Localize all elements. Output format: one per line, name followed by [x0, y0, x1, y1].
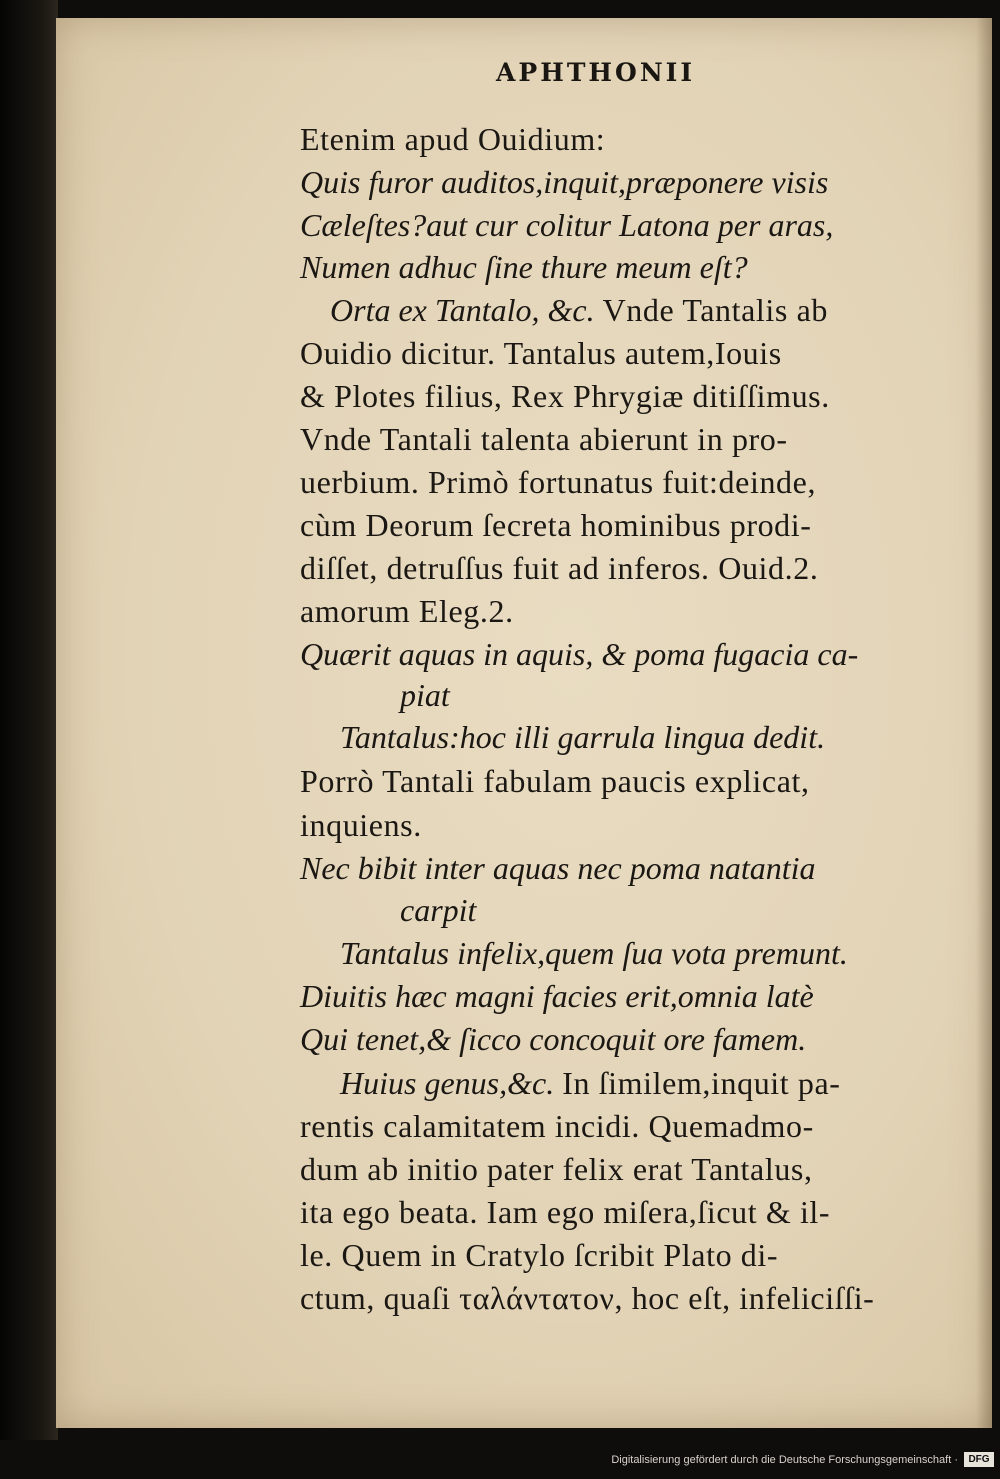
text-line: Tantalus:hoc illi garrula lingua dedit. [340, 719, 826, 755]
text-line: carpit [400, 892, 477, 928]
text-line: Tantalus infelix,quem ſua vota premunt. [340, 935, 848, 971]
book-page [56, 18, 992, 1428]
text-line: Nec bibit inter aquas nec poma natantia [300, 850, 816, 886]
text-line: Porrò Tantali fabulam paucis explicat, [300, 763, 810, 799]
text-line: inquiens. [300, 807, 422, 843]
text-line: piat [400, 677, 450, 713]
text-line: & Plotes filius, Rex Phrygiæ ditiſſimus. [300, 378, 830, 414]
text-line: Diuitis hæc magni facies erit,omnia latè [300, 978, 814, 1014]
text-line: dum ab initio pater felix erat Tantalus, [300, 1151, 813, 1187]
text-line: le. Quem in Cratylo ſcribit Plato di- [300, 1237, 779, 1273]
italic-run: Huius genus,&c. [340, 1065, 563, 1101]
text-line [330, 289, 828, 331]
footer [0, 1440, 1000, 1479]
roman-run: Vnde Tantalis ab [602, 292, 828, 328]
dfg-logo: DFG [964, 1452, 994, 1467]
text-line [340, 1062, 841, 1104]
text-line: Cæleſtes?aut cur colitur Latona per aras, [300, 207, 834, 243]
italic-run: Orta ex Tantalo, &c. [330, 292, 603, 328]
footer-credit: Digitalisierung gefördert durch die Deutsche Forschungsgemeinschaft · [611, 1454, 958, 1466]
text-line: rentis calamitatem incidi. Quemadmo- [300, 1108, 814, 1144]
text-line: ita ego beata. Iam ego miſera,ſicut & il- [300, 1194, 831, 1230]
running-head: APHTHONII [496, 58, 696, 87]
text-line: Qui tenet,& ſicco concoquit ore famem. [300, 1021, 807, 1057]
text-line: cùm Deorum ſecreta hominibus prodi- [300, 507, 812, 543]
text-line: Quærit aquas in aquis, & poma fugacia ca- [300, 636, 859, 672]
text-line: Quis furor auditos,inquit,præponere visis [300, 164, 829, 200]
text-line: Numen adhuc ſine thure meum eſt? [300, 249, 748, 285]
scan-edge [0, 0, 58, 1479]
text-line: diſſet, detruſſus fuit ad inferos. Ouid.2. [300, 550, 819, 586]
text-line: Ouidio dicitur. Tantalus autem,Iouis [300, 335, 782, 371]
text-line: uerbium. Primò fortunatus fuit:deinde, [300, 464, 817, 500]
roman-run: In ſimilem,inquit pa- [562, 1065, 841, 1101]
text-line: Etenim apud Ouidium: [300, 121, 606, 157]
text-line: Vnde Tantali talenta abierunt in pro- [300, 421, 788, 457]
text-line: amorum Eleg.2. [300, 593, 514, 629]
text-line: ctum, quaſi ταλάντατον, hoc eſt, infeliciſſi- [300, 1280, 875, 1316]
